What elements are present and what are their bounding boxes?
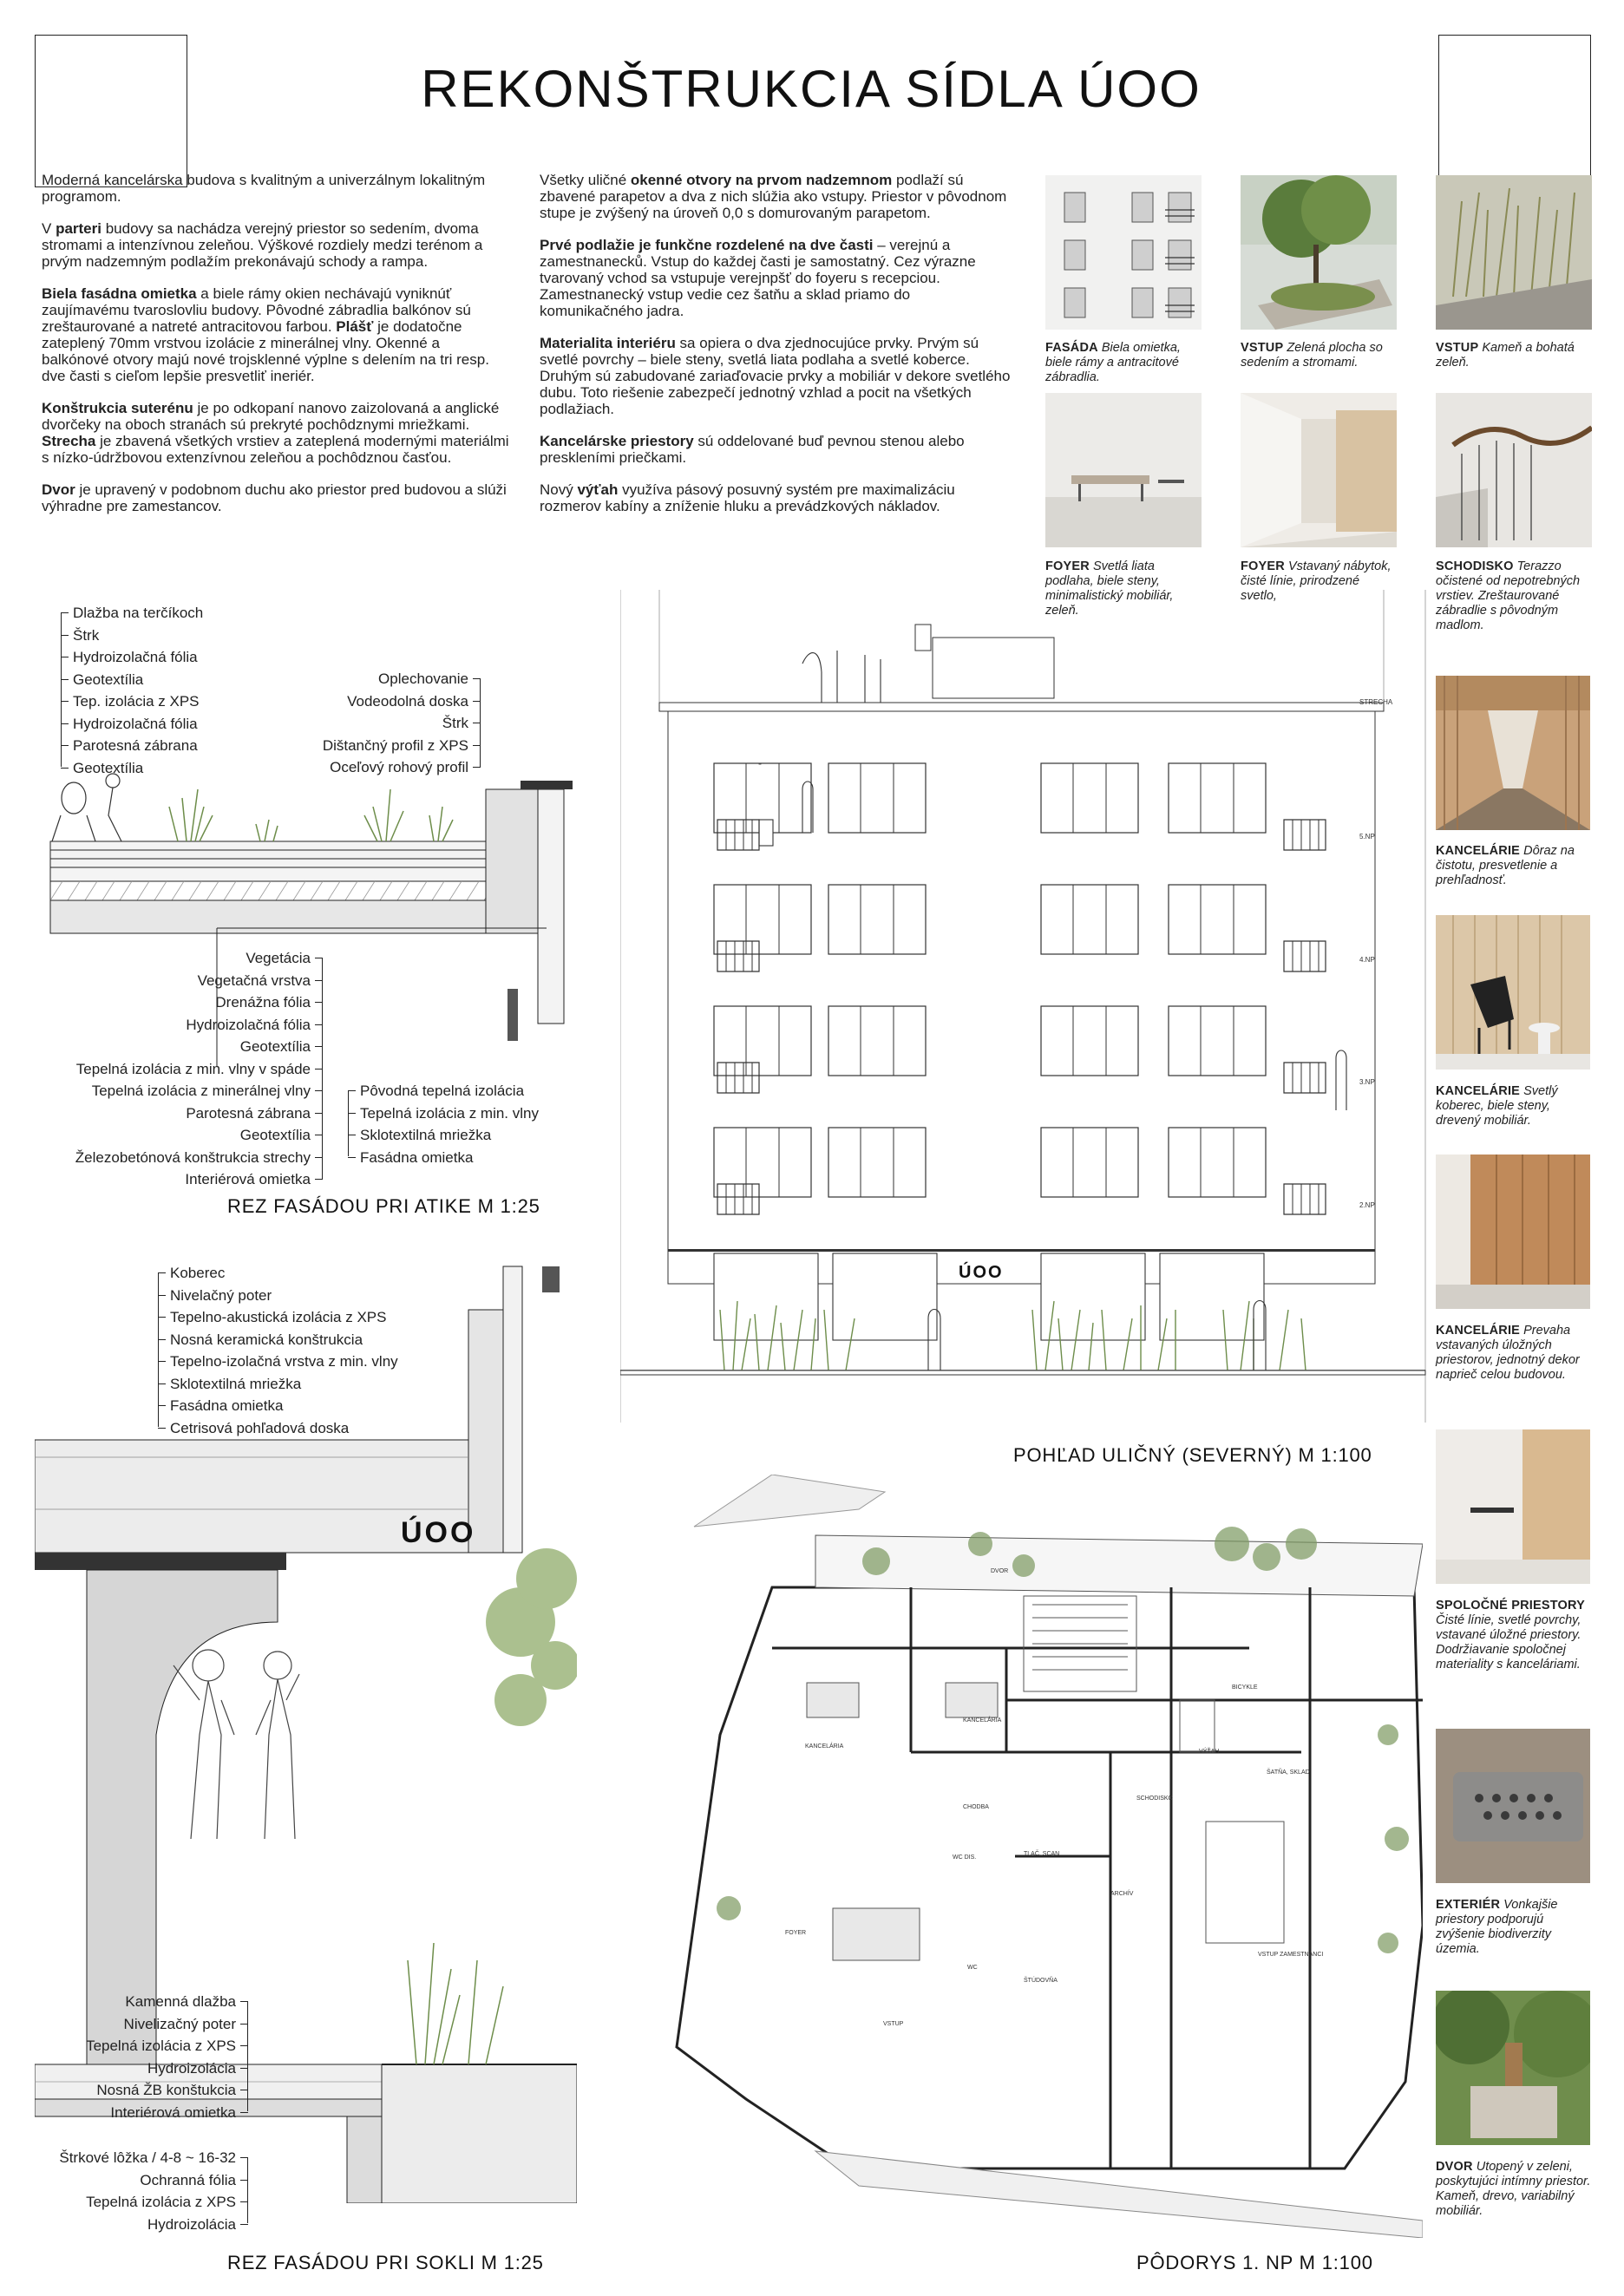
elevation-level-label: 5.NP — [1359, 833, 1375, 841]
plan-room-label: ŠTÚDOVŇA — [1024, 1978, 1058, 1984]
atika-layer: Oceľový rohový profil — [286, 756, 468, 779]
photo-facade — [1045, 175, 1202, 330]
sokel-layer: Kamenná dlažba — [52, 1991, 236, 2013]
atika-layer: Oplechovanie — [286, 668, 468, 690]
sokel-layer: Ochranná fólia — [26, 2169, 236, 2192]
intro-column-2 — [540, 172, 1012, 530]
plan-room-label: WC — [967, 1965, 978, 1971]
caption-foyer-1: FOYER Svetlá liata podlaha, biele steny, minimalistický mobiliár, zeleň. — [1045, 559, 1174, 618]
sokel-layer: Nivelizačný poter — [52, 2013, 236, 2036]
photo-spolocne — [1436, 1429, 1590, 1584]
photo-kancelarie-3 — [1436, 1155, 1590, 1309]
sokel-labels-bottom-1 — [52, 1991, 236, 2123]
caption-fasada: FASÁDA Biela omietka, biele rámy a antracitové zábradlia. — [1045, 341, 1181, 384]
atika-layer: Vegetačná vrstva — [35, 970, 311, 992]
intro-p2: V parteri budovy sa nachádza verejný priestor so sedením, dvoma stromami a intenzívnou zeleňou. Výškové rozdiely medzi terénom a prvým nadzemným podlažím prekonávajú schody a rampa. — [42, 220, 483, 270]
photo-kancelarie-1 — [1436, 676, 1590, 830]
atika-layer: Sklotextilná mriežka — [360, 1124, 539, 1147]
intro-p5: Dvor je upravený v podobnom duchu ako priestor pred budovou a slúži výhradne pre zamestancov. — [42, 481, 507, 514]
photo-dvor — [1436, 1991, 1590, 2145]
caption-kancelarie-2: KANCELÁRIE Svetlý koberec, biele steny, drevený mobiliár. — [1436, 1084, 1558, 1128]
plan-room-label: TLAČ, SCAN — [1024, 1851, 1060, 1857]
elevation-title: POHĽAD ULIČNÝ (SEVERNÝ) M 1:100 — [1013, 1444, 1372, 1466]
plan-room-label: CHODBA — [963, 1804, 989, 1810]
atika-section-title: REZ FASÁDOU PRI ATIKE M 1:25 — [227, 1195, 540, 1217]
plan-room-label: DVOR — [991, 1568, 1009, 1574]
plan-room-label: VSTUP ZAMESTNANCI — [1258, 1952, 1324, 1958]
atika-layer: Parotesná zábrana — [35, 1102, 311, 1125]
atika-labels-bottom-left — [35, 947, 311, 1191]
sokel-layer: Tepelno-izolačná vrstva z min. vlny — [170, 1351, 398, 1373]
elevation-logo: ÚOO — [959, 1263, 1004, 1282]
atika-layer: Vodeodolná doska — [286, 690, 468, 713]
atika-layer: Vegetácia — [35, 947, 311, 970]
atika-layer: Tep. izolácia z XPS — [73, 690, 203, 713]
intro-p4: Konštrukcia suterénu je po odkopaní nanovo zaizolovaná a anglické dvorčeky na oboch stranách sú prekryté pochôdznymi mriežkami. Strecha je zbavená všetkých vrstiev a zateplená modernými materiálmi s nízko-údržbovou extenzívnou zeleňou a pochôdznou časťou. — [42, 400, 509, 466]
caption-kancelarie-1: KANCELÁRIE Dôraz na čistotu, presvetlenie a prehľadnosť. — [1436, 844, 1575, 887]
plan-room-label: FOYER — [785, 1930, 807, 1936]
plan-title: PÔDORYS 1. NP M 1:100 — [1136, 2252, 1373, 2273]
atika-layer: Drenážna fólia — [35, 991, 311, 1014]
sokel-layer: Tepelná izolácia z XPS — [52, 2035, 236, 2057]
plan-room-label: KANCELÁRIA — [805, 1743, 844, 1750]
sokel-layer: Sklotextilná mriežka — [170, 1373, 398, 1396]
sokel-layer: Hydroizolácia — [52, 2057, 236, 2080]
intro-p3: Biela fasádna omietka a biele rámy okien nechávajú vyniknúť zaujímavému tvaroslovliu budovy. Pôvodné zábradlia balkónov sú zreštaurované a natreté antracitovou farbou. Plášť je dodatočne zateplený 70mm vrstvou izolácie z minerálnej vlny. Okenné a balkónové otvory majú nové trojsklenné výplne s delením na tri resp. dve časti s cieľom lepšie presvetliť ineriér. — [42, 285, 489, 384]
photo-exterier — [1436, 1729, 1590, 1883]
atika-layer: Železobetónová konštrukcia strechy — [35, 1147, 311, 1169]
atika-layer: Geotextília — [35, 1124, 311, 1147]
photo-vstup-zelena — [1241, 175, 1397, 330]
sokel-layer: Cetrisová pohľadová doska — [170, 1417, 398, 1440]
atika-layer: Tepelná izolácia z minerálnej vlny — [35, 1080, 311, 1102]
caption-exterier: EXTERIÉR Vonkajšie priestory podporujú zvýšenie biodiverzity územia. — [1436, 1898, 1558, 1956]
sokel-layer: Fasádna omietka — [170, 1395, 398, 1417]
plan-room-label: SCHODISKO — [1136, 1796, 1174, 1802]
elevation-level-label: 4.NP — [1359, 956, 1375, 964]
photo-vstup-kamen — [1436, 175, 1592, 330]
atika-layer: Štrk — [73, 625, 203, 647]
atika-layer: Geotextília — [73, 669, 203, 691]
sokel-layer: Interiérová omietka — [52, 2102, 236, 2124]
atika-layer: Dištančný profil z XPS — [286, 735, 468, 757]
atika-layer: Pôvodná tepelná izolácia — [360, 1080, 539, 1102]
photo-foyer-1 — [1045, 393, 1202, 547]
photo-foyer-2 — [1241, 393, 1397, 547]
atika-labels-top-left — [73, 602, 203, 779]
caption-foyer-2: FOYER Vstavaný nábytok, čisté línie, prirodzené svetlo, — [1241, 559, 1392, 603]
intro-column-1 — [42, 172, 510, 530]
plan-room-label: VSTUP — [883, 2021, 904, 2027]
atika-layer: Parotesná zábrana — [73, 735, 203, 757]
plan-room-label: KANCELÁRIA — [963, 1717, 1002, 1724]
sokel-layer: Nosná keramická konštrukcia — [170, 1329, 398, 1351]
sokel-layer: Tepelno-akustická izolácia z XPS — [170, 1306, 398, 1329]
corner-frame-right — [1438, 35, 1591, 187]
plan-room-label: ŠATŇA, SKLAD — [1267, 1769, 1310, 1776]
caption-vstup-1: VSTUP Zelená plocha so sedením a stromami. — [1241, 341, 1383, 370]
atika-labels-bottom-right — [360, 1080, 539, 1168]
photo-schodisko — [1436, 393, 1592, 547]
intro2-p5: Nový výťah využíva pásový posuvný systém pre maximalizáciu rozmerov kabíny a zníženie hluku a prevádzkových nákladov. — [540, 481, 955, 514]
sokel-layer: Tepelná izolácia z XPS — [26, 2191, 236, 2214]
plan-room-label: WC DIS. — [953, 1854, 977, 1861]
intro2-p2: Prvé podlažie je funkčne rozdelené na dve časti – verejnú a zamestnanecků. Vstup do každej časti je samostatný. Cez výrazne tvarovaný vchod sa vstupuje verejnpšť do foyeru s recepciou. Zamestnanecký vstup vedie cez šatňu a sklad priamo do komunikačného jadra. — [540, 237, 976, 319]
atika-layer: Dlažba na terčíkoch — [73, 602, 203, 625]
caption-dvor: DVOR Utopený v zeleni, poskytujúci intímny priestor. Kameň, drevo, variabilný mobiliár. — [1436, 2160, 1591, 2218]
corner-frame-left — [35, 35, 187, 187]
photo-kancelarie-2 — [1436, 915, 1590, 1070]
atika-labels-top-right — [286, 668, 468, 779]
page-title: REKONŠTRUKCIA SÍDLA ÚOO — [421, 60, 1202, 118]
sokel-layer: Koberec — [170, 1262, 398, 1285]
atika-layer: Štrk — [286, 712, 468, 735]
sokel-layer: Štrkové lôžka / 4-8 ~ 16-32 — [26, 2147, 236, 2169]
plan-room-label: BICYKLE — [1232, 1684, 1258, 1691]
plan-room-label: ARCHÍV — [1110, 1891, 1134, 1897]
intro-p1: Moderná kancelárska budova s kvalitným a univerzálnym lokalitným programom. — [42, 172, 486, 205]
plan-room-label: VÝŤAH — [1199, 1749, 1220, 1755]
sokel-section-title: REZ FASÁDOU PRI SOKLI M 1:25 — [227, 2252, 544, 2273]
caption-kancelarie-3: KANCELÁRIE Prevaha vstavaných úložných priestorov, jednotný dekor naprieč celou budovou. — [1436, 1324, 1580, 1382]
atika-layer: Tepelná izolácia z min. vlny — [360, 1102, 539, 1125]
atika-layer: Hydroizolačná fólia — [35, 1014, 311, 1037]
caption-spolocne: SPOLOČNÉ PRIESTORY Čisté línie, svetlé povrchy, vstavané úložné priestory. Dodržiavanie spoločnej materiality s kanceláriami. — [1436, 1599, 1585, 1671]
sokel-layer: Hydroizolácia — [26, 2214, 236, 2236]
elevation-level-label: 2.NP — [1359, 1201, 1375, 1209]
atika-layer: Hydroizolačná fólia — [73, 646, 203, 669]
elevation-level-label: STRECHA — [1359, 698, 1393, 706]
elevation-drawing — [620, 590, 1427, 1423]
caption-vstup-2: VSTUP Kameň a bohatá zeleň. — [1436, 341, 1575, 370]
intro2-p1: Všetky uličné okenné otvory na prvom nadzemnom podlaží sú zbavené parapetov a dva z nich slúžia ako vstupy. Priestor v pôvodnom stupe je zvýšený na úroveň 0,0 s domurovaným parapetom. — [540, 172, 1007, 221]
sokel-logo: ÚOO — [401, 1516, 476, 1549]
sokel-layer: Nosná ŽB konštukcia — [52, 2079, 236, 2102]
sokel-labels-bottom-2 — [26, 2147, 236, 2235]
sokel-layer: Nivelačný poter — [170, 1285, 398, 1307]
intro2-p4: Kancelárske priestory sú oddelované buď pevnou stenou alebo preskleními priečkami. — [540, 433, 965, 466]
atika-layer: Interiérová omietka — [35, 1168, 311, 1191]
elevation-level-label: 3.NP — [1359, 1078, 1375, 1086]
atika-layer: Geotextília — [73, 757, 203, 780]
intro2-p3: Materialita interiéru sa opiera o dva zjednocujúce prvky. Prvým sú svetlé povrchy – biele steny, svetlá liata podlaha a svetlé koberce. Druhým sú zabudované zariaďovacie prvky a mobiliár v dekore svetlého dubu. Toto riešenie zabezpečí jednotný vzhlad a pocit na všetkých podlažiach. — [540, 335, 1011, 417]
atika-layer: Tepelná izolácia z min. vlny v spáde — [35, 1058, 311, 1081]
caption-schodisko: SCHODISKO Terazzo očistené od nepotrebných vrstiev. Zreštaurované zábradlie s pôvodným madlom. — [1436, 559, 1581, 632]
atika-layer: Hydroizolačná fólia — [73, 713, 203, 736]
atika-layer: Fasádna omietka — [360, 1147, 539, 1169]
atika-layer: Geotextília — [35, 1036, 311, 1058]
